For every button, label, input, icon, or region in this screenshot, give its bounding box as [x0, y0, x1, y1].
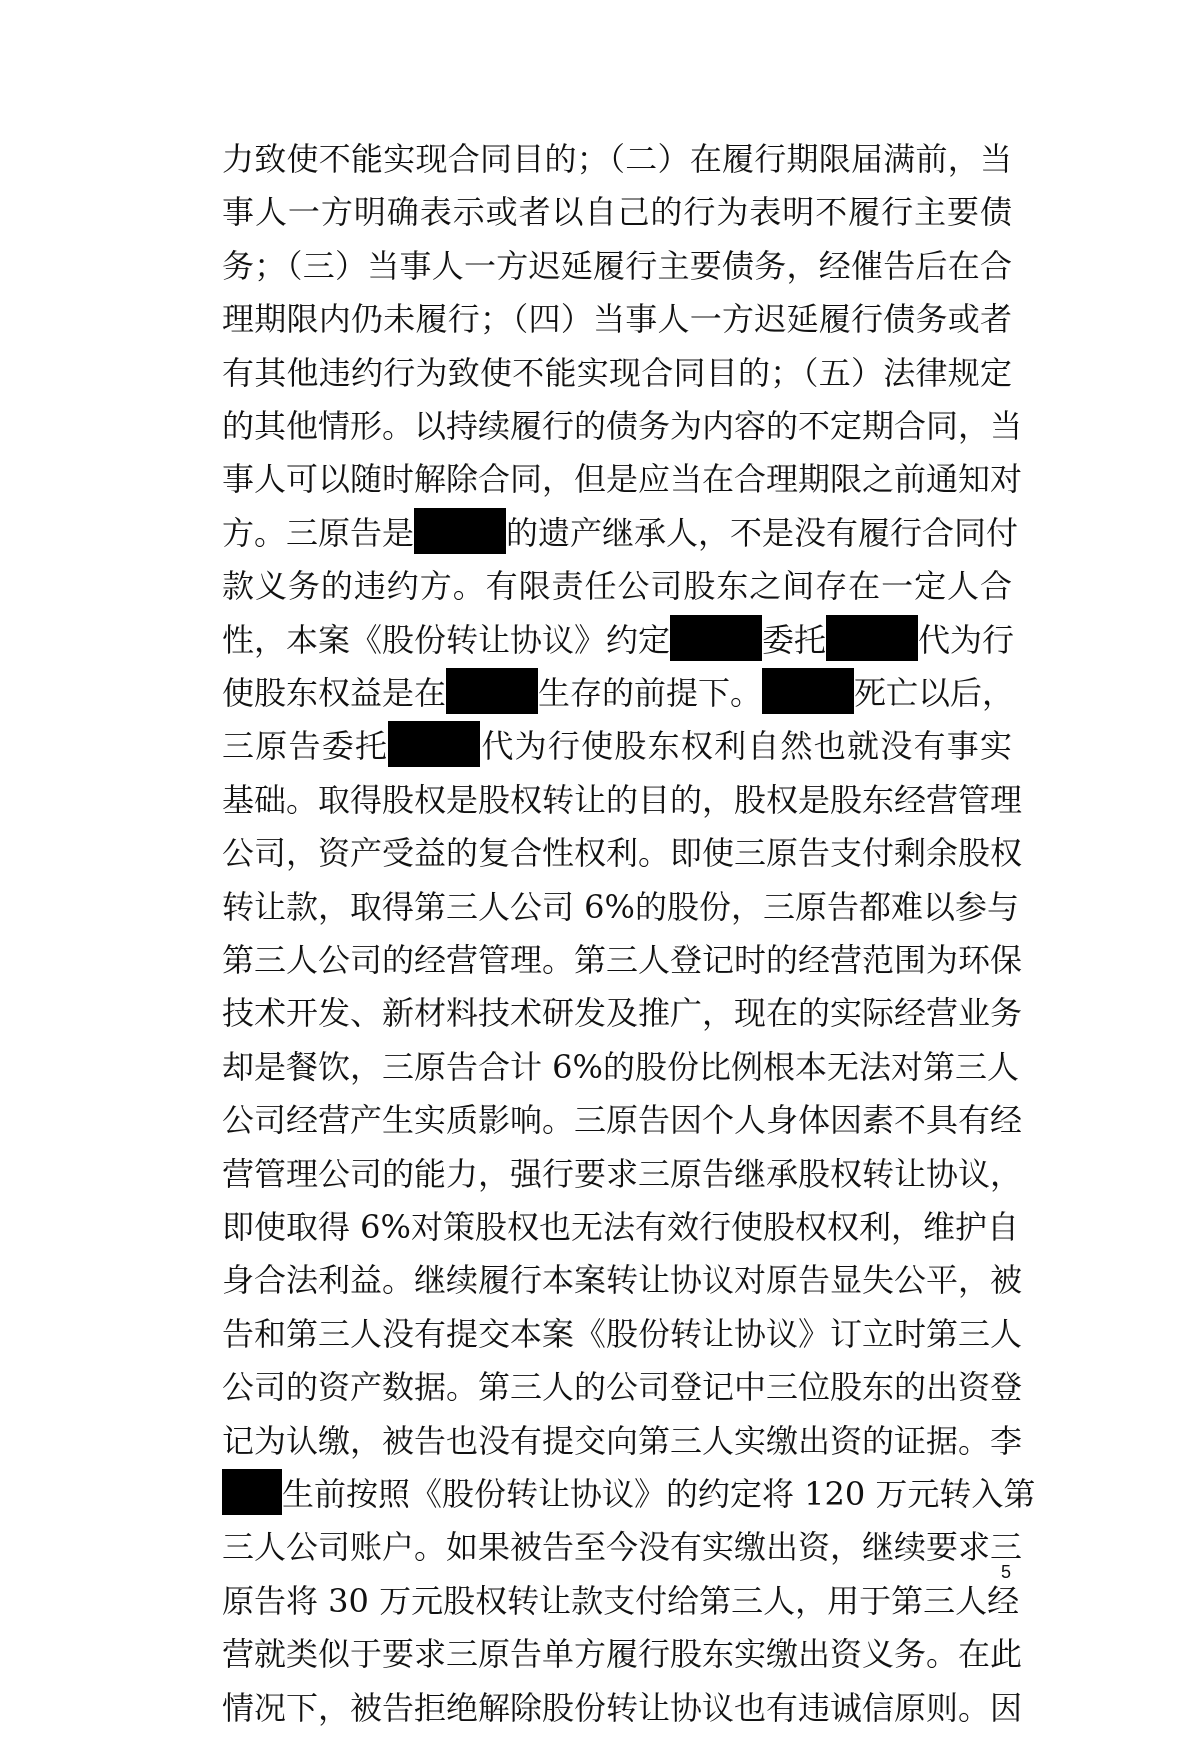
- text-segment: 公司，资产受益的复合性权利。即使三原告支付剩余股权: [222, 834, 1023, 873]
- text-segment: 事人可以随时解除合同，但是应当在合理期限之前通知对: [222, 460, 1023, 499]
- text-segment: 务；（三）当事人一方迟延履行主要债务，经催告后在合: [222, 246, 1012, 285]
- text-line: [222, 1465, 1036, 1523]
- text-line: [222, 290, 1012, 348]
- text-line: [222, 397, 1023, 455]
- redaction-box: [670, 615, 762, 661]
- text-line: [222, 450, 1023, 508]
- text-segment: 生存的前提下。: [538, 674, 763, 712]
- redaction-box: [222, 1469, 282, 1515]
- text-segment: 身合法利益。继续履行本案转让协议对原告显失公平，被: [222, 1261, 1023, 1300]
- text-line: [222, 611, 1015, 669]
- text-segment: 营就类似于要求三原告单方履行股东实缴出资义务。在此: [222, 1635, 1023, 1674]
- text-line: [222, 717, 1012, 775]
- text-segment: 告和第三人没有提交本案《股份转让协议》订立时第三人: [222, 1314, 1023, 1353]
- text-line: [222, 183, 1012, 241]
- text-line: [222, 664, 1015, 722]
- text-line: [222, 1518, 1023, 1576]
- text-line: [222, 344, 1012, 402]
- text-segment: 记为认缴，被告也没有提交向第三人实缴出资的证据。李: [222, 1421, 1023, 1460]
- text-line: [222, 237, 1012, 295]
- text-line: [222, 1572, 1020, 1630]
- text-segment: 理期限内仍未履行；（四）当事人一方迟延履行债务或者: [222, 300, 1012, 339]
- text-line: [222, 1251, 1023, 1309]
- page-number: 5: [1000, 1562, 1011, 1582]
- text-segment: 力致使不能实现合同目的；（二）在履行期限届满前，当: [222, 140, 1012, 178]
- redaction-box: [388, 721, 480, 767]
- text-line: [222, 878, 1019, 936]
- text-line: [222, 771, 1023, 829]
- text-segment: 公司的资产数据。第三人的公司登记中三位股东的出资登: [222, 1368, 1023, 1407]
- redaction-box: [446, 668, 538, 714]
- text-segment: 基础。取得股权是股权转让的目的，股权是股东经营管理: [222, 780, 1023, 819]
- text-segment: 即使取得 6%对策股权也无法有效行使股权权利，维护自: [222, 1208, 1019, 1246]
- text-line: [222, 557, 1012, 615]
- redaction-box: [826, 615, 918, 661]
- text-segment: 第三人公司的经营管理。第三人登记时的经营范围为环保: [222, 941, 1023, 979]
- redaction-box: [762, 668, 854, 714]
- text-segment: 转让款，取得第三人公司 6%的股份，三原告都难以参与: [222, 887, 1019, 926]
- text-line: [222, 1038, 1019, 1096]
- text-segment: 生前按照《股份转让协议》的约定将 120 万元转入第: [282, 1475, 1036, 1513]
- text-line: [222, 504, 1019, 562]
- text-segment: 原告将 30 万元股权转让款支付给第三人，用于第三人经: [222, 1581, 1020, 1620]
- text-line: [222, 931, 1023, 989]
- text-segment: 三原告委托: [222, 727, 389, 766]
- text-segment: 款义务的违约方。有限责任公司股东之间存在一定人合: [222, 567, 1012, 606]
- text-segment: 却是餐饮，三原告合计 6%的股份比例根本无法对第三人: [222, 1047, 1019, 1086]
- text-line: [222, 1198, 1019, 1256]
- text-segment: 三人公司账户。如果被告至今没有实缴出资，继续要求三: [222, 1528, 1023, 1567]
- text-segment: 死亡以后，: [854, 674, 1015, 712]
- text-segment: 公司经营产生实质影响。三原告因个人身体因素不具有经: [222, 1101, 1023, 1140]
- text-line: [222, 984, 1023, 1042]
- text-segment: 代为行使股东权利自然也就没有事实: [480, 727, 1012, 766]
- text-line: [222, 130, 1012, 188]
- text-segment: 性，本案《股份转让协议》约定: [222, 620, 671, 659]
- text-segment: 技术开发、新材料技术研发及推广，现在的实际经营业务: [222, 994, 1023, 1033]
- text-segment: 的其他情形。以持续履行的债务为内容的不定期合同，当: [222, 407, 1023, 445]
- text-line: [222, 1358, 1023, 1416]
- text-line: [222, 1679, 1023, 1737]
- text-segment: 代为行: [918, 620, 1015, 659]
- text-line: [222, 1305, 1023, 1363]
- text-line: [222, 1145, 1023, 1203]
- text-line: [222, 1625, 1023, 1683]
- text-segment: 情况下，被告拒绝解除股份转让协议也有违诚信原则。因: [222, 1688, 1023, 1727]
- redaction-box: [414, 508, 506, 554]
- text-segment: 使股东权益是在: [222, 674, 447, 712]
- text-line: [222, 1091, 1023, 1149]
- text-segment: 事人一方明确表示或者以自己的行为表明不履行主要债: [222, 193, 1012, 232]
- text-segment: 营管理公司的能力，强行要求三原告继承股权转让协议，: [222, 1154, 1023, 1193]
- text-segment: 有其他违约行为致使不能实现合同目的；（五）法律规定: [222, 353, 1012, 392]
- text-segment: 委托: [762, 620, 827, 659]
- text-line: [222, 824, 1023, 882]
- text-line: [222, 1412, 1023, 1470]
- text-segment: 方。三原告是: [222, 513, 415, 552]
- text-segment: 的遗产继承人，不是没有履行合同付: [506, 513, 1019, 552]
